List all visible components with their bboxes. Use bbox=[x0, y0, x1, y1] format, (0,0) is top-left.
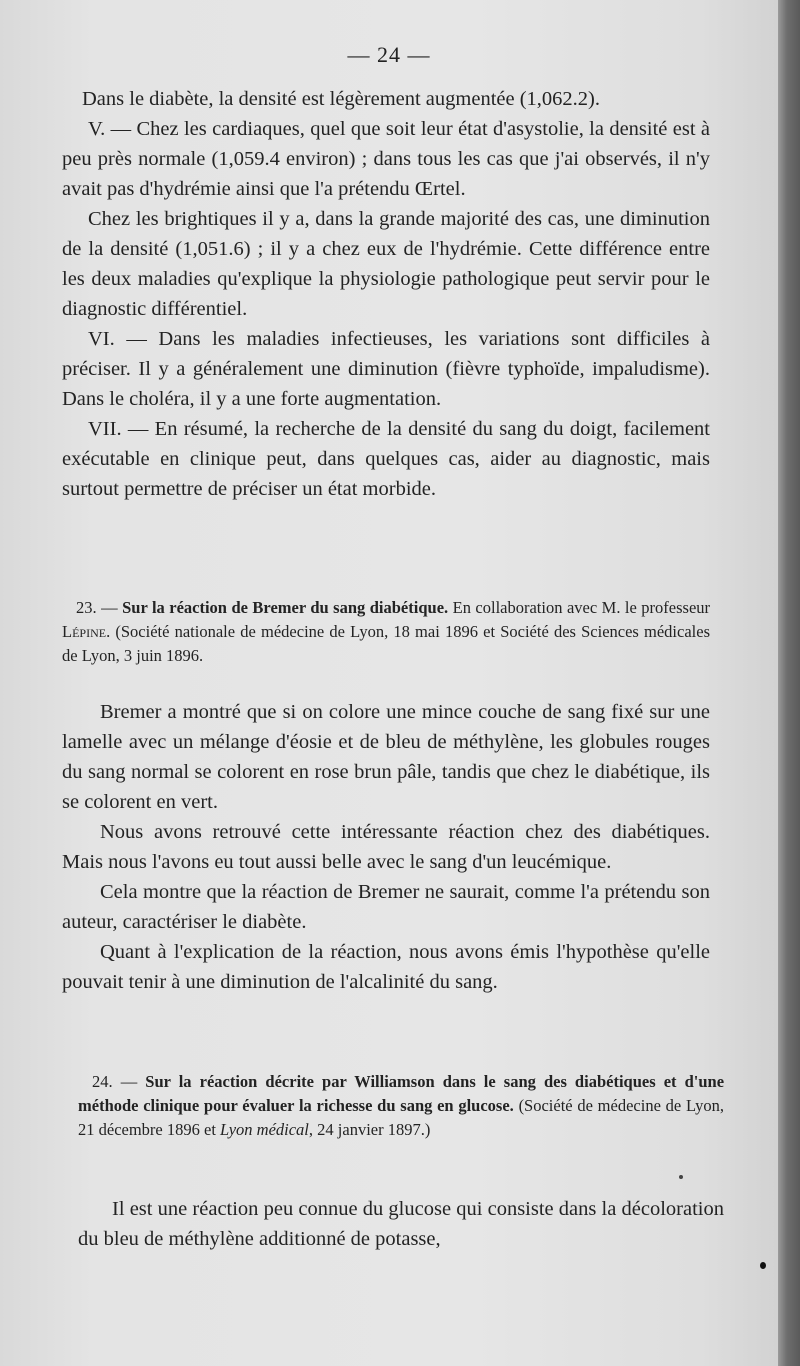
section-23-paragraph-3: Cela montre que la réaction de Bremer ne saurait, comme l'a prétendu son auteur, caractériser le diabète. bbox=[62, 881, 710, 933]
section-23-collab-name: Lépine bbox=[62, 622, 107, 641]
section-24-title: Sur la réaction décrite par Williamson dans le sang des diabétiques et d'une méthode clinique pour évaluer la richesse du sang en glucose. bbox=[78, 1072, 725, 1115]
section-23-number: 23. — bbox=[76, 598, 118, 617]
section-24-body bbox=[78, 1194, 724, 1254]
paragraph-brightiques: Chez les brightiques il y a, dans la grande majorité des cas, une diminution de la densité (1,051.6) ; il y a chez eux de l'hydrémie. Cette différence entre les deux maladies qu'explique la physiologie pathologique peut servir pour le diagnostic différentiel. bbox=[62, 208, 710, 320]
section-23-paragraph-2: Nous avons retrouvé cette intéressante réaction chez des diabétiques. Mais nous l'avons eu tout aussi belle avec le sang d'un leucémique. bbox=[62, 821, 710, 873]
section-23-paragraph-1: Bremer a montré que si on colore une mince couche de sang fixé sur une lamelle avec un mélange d'éosie et de bleu de méthylène, les globules rouges du sang normal se colorent en rose brun pâle, tandis que chez le diabétique, ils se colorent en vert. bbox=[62, 701, 710, 813]
section-24-citation bbox=[78, 1070, 724, 1142]
section-24-source-date: , 24 janvier 1897.) bbox=[308, 1120, 431, 1139]
section-23-source: . (Société nationale de médecine de Lyon, 18 mai 1896 et Société des Sciences médicales de Lyon, 3 juin 1896. bbox=[62, 622, 710, 665]
section-24-paragraph-1: Il est une réaction peu connue du glucose qui consiste dans la décoloration du bleu de méthylène additionné de potasse, bbox=[78, 1198, 724, 1250]
section-23-collab: En collaboration avec M. le professeur bbox=[452, 598, 711, 617]
section-24-number: 24. — bbox=[92, 1072, 138, 1091]
ink-spot bbox=[679, 1175, 683, 1179]
section-24-heading bbox=[78, 1070, 724, 1142]
paragraph-vii-resume: VII. — En résumé, la recherche de la densité du sang du doigt, facilement exécutable en clinique peut, dans quelques cas, aider au diagnostic, mais surtout permettre de préciser un état morbide. bbox=[62, 418, 710, 500]
paragraph-vi-infectieuses: VI. — Dans les maladies infectieuses, les variations sont difficiles à préciser. Il y a généralement une diminution (fièvre typhoïde, impaludisme). Dans le choléra, il y a une forte augmentation. bbox=[62, 328, 710, 410]
section-23-heading bbox=[62, 596, 710, 668]
section-23-citation bbox=[62, 596, 710, 668]
section-24-journal: Lyon médical bbox=[220, 1120, 309, 1139]
intro-text bbox=[62, 84, 710, 504]
section-24-source: (Société de médecine de Lyon, 21 décembre 1896 et bbox=[78, 1096, 724, 1139]
page-edge-shadow bbox=[778, 0, 800, 1366]
ink-spot bbox=[760, 1262, 766, 1269]
section-23-body bbox=[62, 697, 710, 997]
section-23-paragraph-4: Quant à l'explication de la réaction, nous avons émis l'hypothèse qu'elle pouvait tenir à une diminution de l'alcalinité du sang. bbox=[62, 941, 710, 993]
page-number: — 24 — bbox=[347, 42, 431, 67]
section-23-title: Sur la réaction de Bremer du sang diabétique. bbox=[122, 598, 449, 617]
paragraph-diabete: Dans le diabète, la densité est légèrement augmentée (1,062.2). bbox=[82, 88, 600, 110]
paragraph-v-cardiaques: V. — Chez les cardiaques, quel que soit leur état d'asystolie, la densité est à peu près normale (1,059.4 environ) ; dans tous les cas que j'ai observés, il n'y avait pas d'hydrémie ainsi que l'a prétendu Œrtel. bbox=[62, 118, 710, 200]
